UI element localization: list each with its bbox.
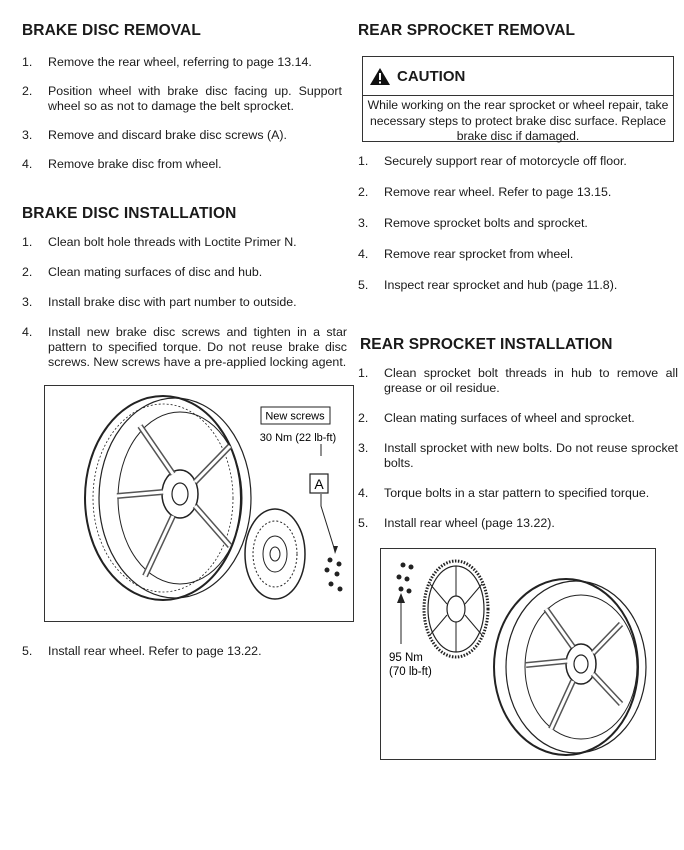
list-item: 3. Remove sprocket bolts and sprocket. <box>358 216 588 230</box>
list-item: 5. Install rear wheel (page 13.22). <box>358 516 555 530</box>
sprocket-removal-heading: REAR SPROCKET REMOVAL <box>358 22 576 39</box>
torque-lbft-label: (70 lb-ft) <box>389 666 432 678</box>
list-item: 5. Inspect rear sprocket and hub (page 11.8). <box>358 278 618 292</box>
list-item: 2. Clean mating surfaces of wheel and sprocket. <box>358 411 635 425</box>
list-item: 2. Remove rear wheel. Refer to page 13.15. <box>358 185 612 199</box>
caution-title: CAUTION <box>397 67 466 85</box>
brake-removal-heading: BRAKE DISC REMOVAL <box>22 22 201 39</box>
list-item: 3. Remove and discard brake disc screws (A). <box>22 128 287 142</box>
new-screws-callout: New screws <box>265 410 325 423</box>
brake-disc-figure <box>44 385 354 622</box>
brake-installation-final-step <box>22 644 342 659</box>
bolts-drawing <box>397 563 414 594</box>
brake-installation-steps <box>22 235 347 370</box>
brake-installation-heading: BRAKE DISC INSTALLATION <box>22 205 237 222</box>
list-item: 5. Install rear wheel. Refer to page 13.22. <box>22 644 262 658</box>
list-item: 1. Securely support rear of motorcycle off floor. <box>358 154 627 168</box>
list-item: 3. Install sprocket with new bolts. Do not reuse sprocket bolts. <box>358 441 678 470</box>
sprocket-installation-heading: REAR SPROCKET INSTALLATION <box>360 336 613 353</box>
caution-box <box>362 56 674 142</box>
sprocket-removal-steps <box>358 154 676 293</box>
list-item: 2. Position wheel with brake disc facing up. Support wheel so as not to damage the belt sprocket. <box>22 84 342 113</box>
sprocket-drawing <box>424 561 488 657</box>
brake-removal-steps <box>22 55 342 172</box>
caution-text: While working on the rear sprocket or wheel repair, take necessary steps to protect brake disc surface. Replace brake disc if damaged. <box>367 98 669 143</box>
warning-icon <box>369 67 391 86</box>
list-item: 4. Remove rear sprocket from wheel. <box>358 247 574 261</box>
list-item: 2. Clean mating surfaces of disc and hub. <box>22 265 263 279</box>
screws-drawing <box>325 558 343 592</box>
list-item: 4. Torque bolts in a star pattern to specified torque. <box>358 486 650 500</box>
label-a: A <box>314 476 324 492</box>
sprocket-figure <box>380 548 656 760</box>
brake-disc-drawing <box>245 509 305 599</box>
list-item: 1. Clean sprocket bolt threads in hub to remove all grease or oil residue. <box>358 366 678 395</box>
list-item: 4. Remove brake disc from wheel. <box>22 157 222 171</box>
list-item: 3. Install brake disc with part number to outside. <box>22 295 297 309</box>
torque-nm-label: 95 Nm <box>389 652 423 664</box>
list-item: 1. Remove the rear wheel, referring to page 13.14. <box>22 55 312 69</box>
rear-wheel-drawing <box>494 579 646 755</box>
brake-disc-illustration <box>45 386 353 621</box>
list-item: 1. Clean bolt hole threads with Loctite Primer N. <box>22 235 297 249</box>
sprocket-installation-steps <box>358 366 678 531</box>
torque-label: 30 Nm (22 lb-ft) <box>259 432 337 444</box>
sprocket-illustration <box>381 549 655 759</box>
wheel-drawing <box>85 396 251 600</box>
list-item: 4. Install new brake disc screws and tighten in a star pattern to specified torque. Do not reuse brake disc screws. New screws have a pre-applied locking agent. <box>22 325 347 369</box>
